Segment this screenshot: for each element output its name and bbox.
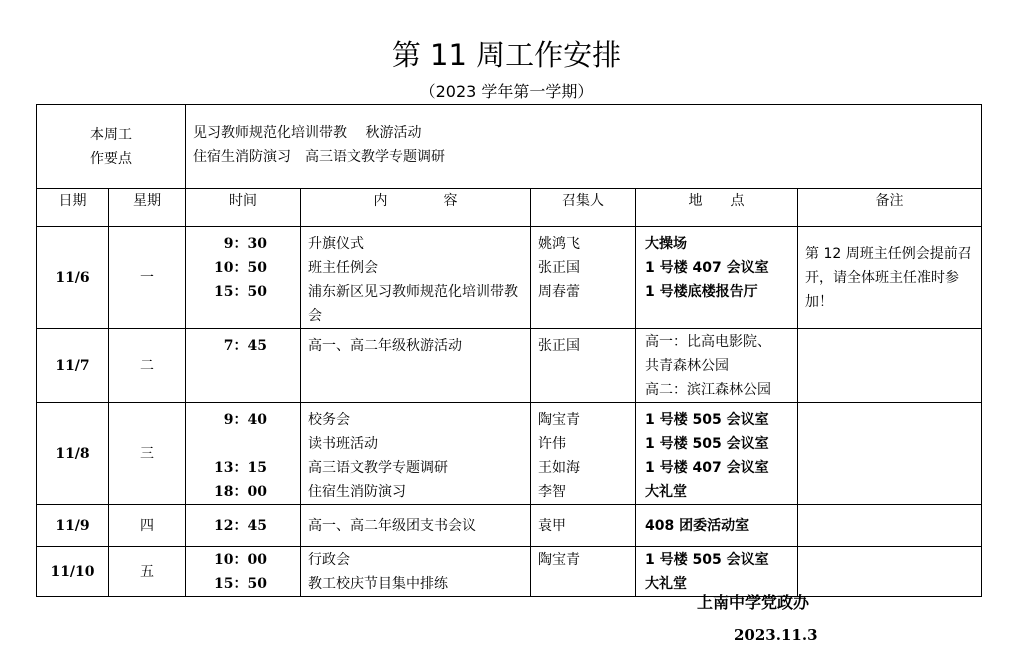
row-contents [301,227,531,329]
table-row [37,227,982,329]
convener-entry: 陶宝青 [538,412,580,428]
header-remarks: 备注 [798,189,982,227]
row-contents [301,403,531,505]
row-contents [301,547,531,597]
location-entry: 1 号楼 407 会议室 [645,460,769,476]
page-subtitle: （2023 学年第一学期） [419,82,594,101]
row-weekday: 三 [109,403,186,505]
table-row [37,329,982,403]
time-entry: 10：50 [214,260,267,276]
header-convener: 召集人 [531,189,636,227]
row-weekday: 二 [109,329,186,403]
row-locations [636,547,798,597]
time-entry: 15：50 [214,284,267,300]
location-entry: 1 号楼 407 会议室 [645,260,769,276]
header-time: 时间 [186,189,301,227]
row-times [186,227,301,329]
row-conveners [531,329,636,403]
summary-label-line2: 作要点 [90,150,132,167]
summary-label-line1: 本周工 [90,126,132,143]
location-entry: 高一：比高电影院、 [645,334,771,350]
convener-entry: 王如海 [538,460,580,476]
row-locations [636,505,798,547]
location-entry: 大礼堂 [645,576,687,592]
content-entry: 行政会 [308,552,350,568]
summary-text [186,105,982,189]
summary-line1: 见习教师规范化培训带教 秋游活动 [193,125,422,141]
row-remarks [798,505,982,547]
row-date: 11/10 [37,547,109,597]
time-entry: 12：45 [214,518,267,534]
time-entry: 9：30 [223,236,267,252]
header-row [37,189,982,227]
convener-entry: 周春蕾 [538,284,580,300]
table-row [37,547,982,597]
location-entry: 1 号楼 505 会议室 [645,412,769,428]
convener-entry: 张正国 [538,338,580,354]
content-entry: 班主任例会 [308,260,378,276]
row-contents [301,329,531,403]
table-row [37,403,982,505]
footer-date: 2023.11.3 [734,626,818,644]
content-entry: 教工校庆节目集中排练 [308,576,448,592]
row-locations [636,227,798,329]
page-title: 第 11 周工作安排 [391,38,622,72]
content-entry: 高一、高二年级团支书会议 [308,518,476,534]
convener-entry: 陶宝青 [538,552,580,568]
row-locations [636,403,798,505]
row-date: 11/6 [37,227,109,329]
summary-line2: 住宿生消防演习 高三语文教学专题调研 [193,149,445,165]
row-date: 11/8 [37,403,109,505]
header-location: 地 点 [636,189,798,227]
content-entry: 校务会 [308,412,350,428]
table-row [37,505,982,547]
location-entry: 大礼堂 [645,484,687,500]
row-weekday: 五 [109,547,186,597]
location-entry: 408 团委活动室 [645,518,750,534]
content-entry: 读书班活动 [308,436,378,452]
convener-entry: 许伟 [538,436,566,452]
location-entry: 共青森林公园 [645,358,729,374]
footer-organization: 上南中学党政办 [697,593,810,612]
convener-entry: 张正国 [538,260,580,276]
row-weekday: 四 [109,505,186,547]
time-entry-empty [186,432,267,456]
time-entry: 10：00 [214,552,267,568]
row-locations [636,329,798,403]
location-entry: 大操场 [645,236,687,252]
location-entry: 1 号楼底楼报告厅 [645,284,758,300]
convener-entry: 姚鸿飞 [538,236,580,252]
row-conveners [531,403,636,505]
schedule-table [36,104,982,597]
row-times [186,403,301,505]
convener-entry: 李智 [538,484,566,500]
row-date: 11/9 [37,505,109,547]
row-date: 11/7 [37,329,109,403]
time-entry: 13：15 [214,460,267,476]
time-entry: 7：45 [223,338,267,354]
row-remarks [798,329,982,403]
row-conveners [531,505,636,547]
summary-label [37,105,186,189]
header-weekday: 星期 [109,189,186,227]
content-entry: 住宿生消防演习 [308,484,406,500]
row-times [186,329,301,403]
time-entry: 18：00 [214,484,267,500]
time-entry: 9：40 [223,412,267,428]
row-times [186,505,301,547]
location-entry: 高二：滨江森林公园 [645,382,771,398]
content-entry: 浦东新区见习教师规范化培训带教会 [308,284,518,324]
row-remarks [798,403,982,505]
row-times [186,547,301,597]
row-remarks [798,547,982,597]
summary-row [37,105,982,189]
content-entry: 升旗仪式 [308,236,364,252]
location-entry: 1 号楼 505 会议室 [645,552,769,568]
header-content: 内 容 [301,189,531,227]
time-entry: 15：50 [214,576,267,592]
convener-entry: 袁甲 [538,518,566,534]
location-entry: 1 号楼 505 会议室 [645,436,769,452]
row-remarks: 第 12 周班主任例会提前召开，请全体班主任准时参加！ [798,227,982,329]
row-conveners [531,547,636,597]
header-date: 日期 [37,189,109,227]
content-entry: 高三语文教学专题调研 [308,460,448,476]
row-weekday: 一 [109,227,186,329]
content-entry: 高一、高二年级秋游活动 [308,338,462,354]
row-conveners [531,227,636,329]
row-contents [301,505,531,547]
